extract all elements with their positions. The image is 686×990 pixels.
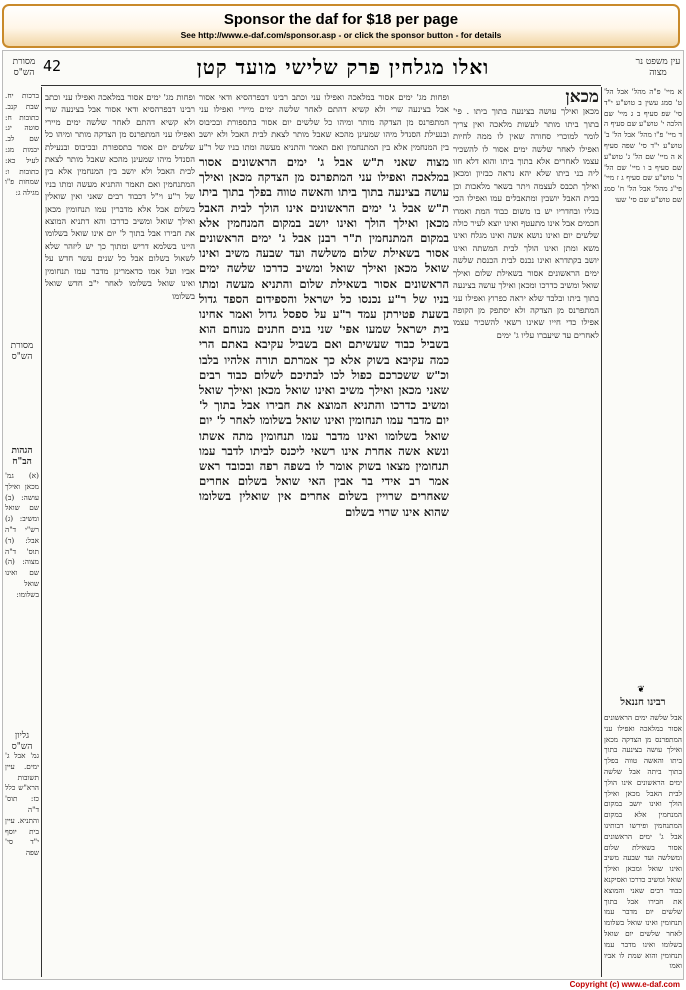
header-rule — [41, 85, 601, 86]
mesorat-hashas-column — [5, 91, 39, 341]
hagahot-column — [5, 471, 39, 721]
ein-mishpat-column — [604, 87, 682, 677]
side-label-hagahot: הגהות הב"ח — [11, 446, 33, 467]
side-label-mesorat: מסורת הש"ס — [10, 341, 34, 362]
gilyon-column — [5, 751, 39, 971]
rashi-column — [453, 91, 599, 973]
rashi-marker-1: מכאן — [565, 91, 599, 107]
sponsor-subtitle[interactable]: See http://www.e-daf.com/sponsor.asp - or click the sponsor button - for details — [180, 30, 502, 40]
ein-mishpat-label: עין משפט נר מצוה — [635, 57, 681, 78]
sponsor-banner[interactable] — [2, 4, 680, 48]
rabbeinu-chananel-text: אבל שלשה ימים הראשונים אסור במלאכה ואפילו עני המתפרנס מן הצדקה מכאן ואילך עושה בצינעה בתוך ביתו והאשה טווה בפלך בתוך ביתה אבל שלשה ימים הראשונים אינו הולך לבית האבל מכאן ואילך הולך ואינו יושב במקום המנחמין אלא במקום המתנחמין ופירשו רבותינו אבל ג' ימים הראשונים אסור בשאילת שלום ומשלשה ועד שבעה משיב ואינו שואל ומכאן ואילך שואל ומשיב כדרכו ואסיקנא כבוד רבים שאני והמוצא את חבירו אבל בתוך שלשים יום מדבר עמו תנחומין ואינו שואל בשלומו לאחר שלשים יום שואל בשלומו ואינו מדבר עמו תנחומין והוא שמת לו אביו ואמו — [604, 713, 682, 971]
copyright-notice[interactable]: Copyright (c) www.e-daf.com — [569, 980, 680, 989]
mesorat-text: ברכות יח. שבת קנב. כתובות ח: סוטה יג: שם לב. יבמות מג: לעיל כא: כתובות ו: שמחות פ"ו מגילה ג: — [5, 91, 39, 198]
page-number: 42 — [43, 57, 62, 75]
rashi-text: מכאן ואילך עושה בצינעה בתוך ביתו . פי' בתוך ביתו מותר לעשות מלאכה ואין צריך לומר למוכרי סחורה שאין לו ממה לחיות ואפילו לאחר שלשה ימים אסור לו להשכיר עצמו לאחרים אלא בתוך ביתו והוא דלא חזו ליה בני ביתו שלא יהא נראה כבזיון ומכאן ואילך תכבס לעצמה ויתר בשאר מלאכות וכן בבית האבל יושבין ומתאבלים עמו ואפילו הכי בגליו ובחדריו יש בו משום כבוד המת ואמרו חכמים אבל אינו מתעטף ואינו יוצא לעיר כולה שלשים יום ואינו נושא אשה ואינו מגלח ואינו משא ומתן ואינו הולך לבית המשתה ואינו יושב בקתדרא ואינו נכנס לבית הכנסת שלשה ימים הראשונים אסור בשאילת שלום ואילך שואל ומשיב כדרכו ומכאן ואילך עושה בצינעה בתוך ביתו ובלבד שלא יראה כפרוץ ואפילו עני המתפרנס מן הצדקה ולא יסתפק מן הקופה אפילו כדי חייו שאינו רשאי להשכיר עצמו לאחרים עד שיעברו עליו ג' ימים — [453, 106, 599, 340]
ein-mishpat-text: א מיי' פ"ה מהל' אבל הל' ט' סמג עשין ב טוש"ע י"ד סי' שפ סעיף ב ג מיי' שם הלכה י' טוש"ע שם סעיף ה ד מיי' פ"ו מהל' אבל הל' ב' טוש"ע י"ד סי' שפה סעיף א ה מיי' שם הל' ג' טוש"ע שם סעיף ב ו מיי' שם הל' ד' טוש"ע שם סעיף ג ז מיי' פי"ג מהל' אבל הל' ח' סמג שם טוש"ע שם סי' שעו — [604, 87, 682, 204]
margin-divider-right — [601, 87, 602, 977]
margin-divider-left — [41, 87, 42, 977]
talmud-page — [2, 50, 684, 980]
rabbeinu-chananel-column — [604, 713, 682, 975]
tosafot-top-text: ופחות מג' ימים אסור במלאכה ואפילו עני וכתב רבינו דבפרהסיא ודאי אסור אבל בצינעה שרי ולא קשיא דהתם לאחר שלשה ימים מיירי ואפילו עני המתפרנס מן הצדקה מותר ומיהו כל שלשים יום אסור בתספורת ובכיבוס ובנעילת הסנדל מיהו שמעינן מהכא שאבל מותר לצאת לבית האבל ולא יושב בין המנחמין אלא בין המתנחמין ואם תאמר והתניא מעשה ומתו בניו של ר"ע — [199, 92, 449, 151]
gemara-column — [199, 155, 449, 973]
rabbeinu-chananel-label: רבינו חננאל — [620, 697, 666, 708]
page-header — [3, 55, 683, 85]
tosafot-top-band — [199, 91, 449, 151]
ornament-divider-icon: ❦ — [637, 685, 645, 695]
mesorat-label: מסורת הש"ס — [12, 57, 36, 78]
tosafot-text: ופחות מג' ימים אסור במלאכה ואפילו עני וכתב רבינו דבפרהסיא ודאי אסור אבל בצינעה שרי ולא קשיא דהתם לאחר שלשה ימים מיירי ואפילו עני המתפרנס מן הצדקה מותר ומיהו כל שלשים יום אסור בתספורת ובכיבוס ובנעילת הסנדל מיהו שמעינן מהכא שאבל מותר לצאת לבית האבל ולא יושב בין המנחמין אלא בין המתנחמין ואם תאמר והתניא מעשה ומתו בניו של ר"ע וי"ל דכבוד רבים שאני ואין שואלין בשלום אבל אלא מדברין עמו תנחומין מכאן ואילך שואל ומשיב כדרכו והא דתניא המוצא את חבירו אבל בתוך ל' יום אינו שואל בשלומו היינו בשלמא דריש ומתוך כך יש ליזהר שלא לשאול בשלום אבל כל שנים עשר חדש על אביו ועל אמו כדאמרינן מדבר עמו תנחומין ואינו שואל בשלומו לאחר י"ב חדש שואל בשלומו — [45, 92, 195, 301]
gilyon-text: גמ' אבל ג' ימים. עיין תשובות הרא"ש כלל כז: תוס' ד"ה והתניא. עיין בית יוסף י"ד סי' שפה — [5, 751, 39, 858]
sponsor-title[interactable]: Sponsor the daf for $18 per page — [223, 11, 459, 28]
tosafot-column — [45, 91, 195, 973]
hagahot-text: (א) גמ' מכאן ואילך עושה: (ב) שם שואל ומשיב: (ג) רש"י ד"ה אבל: (ד) תוס' ד"ה מצוה: (ה) שם ואינו שואל בשלומו: — [5, 471, 39, 599]
chapter-title: ואלו מגלחין פרק שלישי מועד קטן — [196, 55, 490, 79]
gemara-text: מצוה שאני ת"ש אבל ג' ימים הראשונים אסור במלאכה ואפילו עני המתפרנס מן הצדקה מכאן ואילך עושה בצינעה בתוך ביתו והאשה טווה בפלך בתוך ביתו ת"ש אבל ג' ימים הראשונים אינו הולך לבית האבל מכאן ואילך הולך ואינו יושב במקום המנחמין אלא במקום המתנחמין ת"ר רבנן אבל ג' ימים הראשונים אסור בשאילת שלום משלשה ועד שבעה משיב ואינו שואל מכאן ואילך שואל ומשיב כדרכו שלשה ימים הראשונים אסור בשאילת שלום והתניא מעשה ומתו בניו של ר"ע נכנסו כל ישראל והספידום הספד גדול בשעת פטירתן עמד ר"ע על ספסל גדול ואמר אחינו בית ישראל שמעו אפי' שני בנים חתנים מנוחם הוא בשביל כבוד שעשיתם ואם בשביל עקיבא באתם הרי כמה עקיבא בשוק אלא כך אמרתם תורה אלהיו בלבו וכ"ש ששכרכם כפול לכו לבתיכם לשלום כבוד רבים שאני מכאן ואילך משיב ואינו שואל מכאן ואילך שואל ומשיב כדרכו והתניא המוצא את חבירו אבל בתוך ל' יום מדבר עמו תנחומין ואינו שואל בשלומו לאחר ל' יום שואל בשלומו ואינו מדבר עמו תנחומין מתה אשתו ונשא אשה אחרת אינו רשאי ליכנס לביתו לדבר עמו תנחומין מצאו בשוק אומר לו בשפה רפה ובכובד ראש אמר רב אידי בר אבין האי שואל בשלום אחרים שאחרים שרויין בשלום אחרים אין שואלין בשלומו שהוא אינו שרוי בשלום — [199, 155, 449, 519]
side-label-gilyon: גליון הש"ס — [11, 731, 33, 752]
